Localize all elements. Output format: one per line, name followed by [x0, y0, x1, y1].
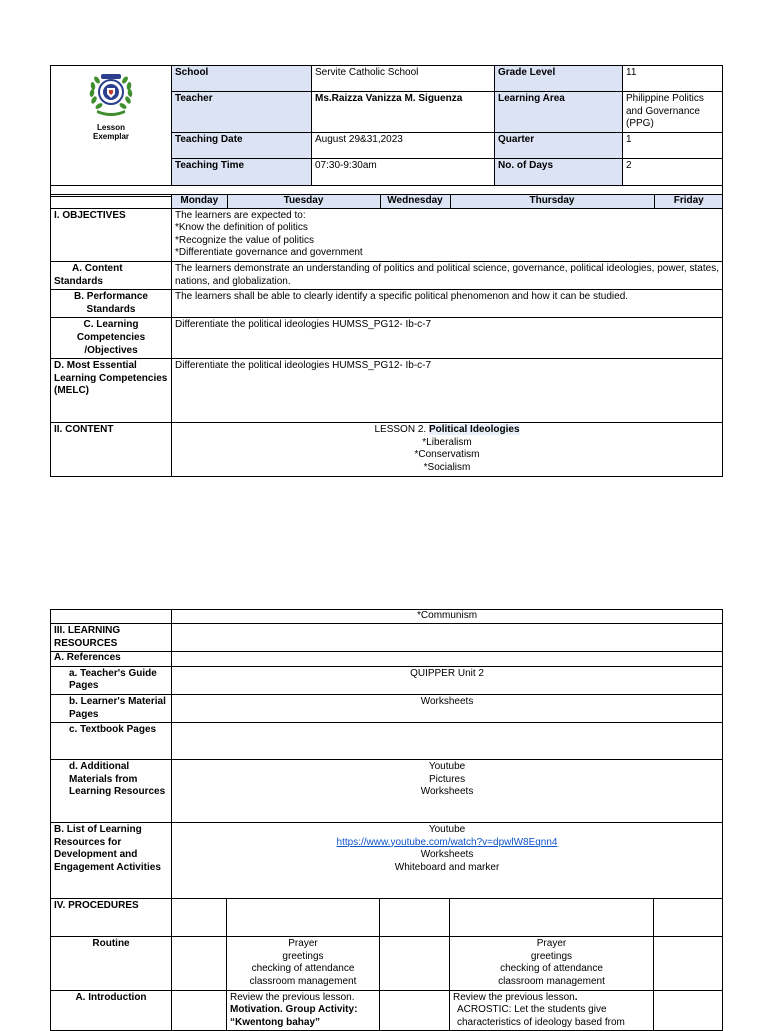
content-item: *Liberalism: [422, 436, 472, 448]
objectives-label: I. OBJECTIVES: [51, 208, 172, 261]
days-label: No. of Days: [495, 158, 623, 185]
routine-item: greetings: [282, 950, 324, 962]
routine-wed: [380, 937, 450, 990]
procedures-wed: [380, 899, 450, 937]
learners-material-value: Worksheets: [172, 694, 723, 722]
teacher-label: Teacher: [172, 92, 312, 133]
resources-table: [50, 609, 723, 1031]
intro-motivation: Motivation. Group Activity:: [230, 1004, 358, 1016]
additional-materials-label: d. Additional Materials from Learning Resources: [51, 760, 172, 823]
logo-cell: [51, 66, 172, 186]
day-friday: Friday: [654, 195, 723, 208]
routine-item: checking of attendance: [251, 963, 355, 975]
procedures-fri: [654, 899, 723, 937]
days-row: [172, 195, 723, 209]
objectives-line: The learners are expected to:: [175, 209, 306, 221]
days-value: 2: [623, 158, 723, 185]
content-item: *Socialism: [423, 461, 471, 473]
content-standards-text: The learners demonstrate an understanding of politics and political science, governance, political ideologies, power, states, nations, and globalization.: [172, 261, 723, 289]
procedures-thu: [450, 899, 654, 937]
day-monday: Monday: [172, 195, 227, 208]
area-label: Learning Area: [495, 92, 623, 133]
day-wednesday: Wednesday: [380, 195, 450, 208]
procedures-tue: [227, 899, 380, 937]
procedures-mon: [172, 899, 227, 937]
lesson-header-table: [50, 65, 723, 197]
lesson-prefix: LESSON 2.: [374, 424, 429, 436]
time-label: Teaching Time: [172, 158, 312, 185]
additional-materials-value: [172, 760, 723, 823]
school-value: Servite Catholic School: [312, 66, 495, 92]
material-item: Youtube: [428, 761, 466, 773]
resource-item: Youtube: [428, 824, 466, 836]
textbook-label: c. Textbook Pages: [51, 723, 172, 760]
objectives-line: *Recognize the value of politics: [175, 234, 314, 246]
teachers-guide-label: a. Teacher's Guide Pages: [51, 666, 172, 694]
days-row-blank: [51, 195, 172, 209]
quarter-value: 1: [623, 132, 723, 158]
intro-wed: [380, 990, 450, 1031]
intro-review-period: .: [574, 991, 578, 1003]
lesson-title: Political Ideologies: [428, 424, 520, 436]
intro-review: Review the previous lesson.: [230, 991, 355, 1003]
routine-item: classroom management: [498, 975, 605, 987]
intro-acrostic: ACROSTIC: Let the students give: [457, 1004, 607, 1016]
content-label: II. CONTENT: [51, 423, 172, 476]
introduction-label: A. Introduction: [51, 990, 172, 1031]
intro-review: Review the previous lesson: [453, 991, 575, 1003]
blank-cell: [51, 610, 172, 624]
learning-competencies-text: Differentiate the political ideologies HUMSS_PG12- Ib-c-7: [172, 318, 723, 359]
routine-item: Prayer: [536, 938, 567, 950]
teacher-value: Ms.Raizza Vanizza M. Siguenza: [312, 92, 495, 133]
routine-item: checking of attendance: [500, 963, 603, 975]
routine-label: Routine: [51, 937, 172, 990]
intro-tue: [227, 990, 380, 1031]
routine-item: Prayer: [288, 938, 318, 950]
material-item: Pictures: [428, 773, 466, 785]
school-label: School: [172, 66, 312, 92]
intro-fri: [654, 990, 723, 1031]
grade-value: 11: [623, 66, 723, 92]
routine-item: greetings: [530, 950, 573, 962]
learning-competencies-label: C. Learning Competencies /Objectives: [51, 318, 172, 359]
performance-standards-text: The learners shall be able to clearly identify a specific political phenomenon and how it can be studied.: [172, 290, 723, 318]
routine-item: classroom management: [249, 975, 357, 987]
quarter-label: Quarter: [495, 132, 623, 158]
teachers-guide-value: QUIPPER Unit 2: [172, 666, 723, 694]
grade-label: Grade Level: [495, 66, 623, 92]
resource-item: Worksheets: [420, 849, 474, 861]
routine-tue: [227, 937, 380, 990]
melc-label: D. Most Essential Learning Competencies (MELC): [51, 359, 172, 423]
melc-text: Differentiate the political ideologies HUMSS_PG12- Ib-c-7: [172, 359, 723, 423]
day-thursday: Thursday: [450, 195, 654, 208]
performance-standards-label: B. Performance Standards: [51, 290, 172, 318]
time-value: 07:30-9:30am: [312, 158, 495, 185]
communism-item: *Communism: [172, 610, 723, 624]
content-text: [172, 423, 723, 476]
list-resources-value: [172, 823, 723, 899]
school-seal-icon: [85, 70, 137, 118]
content-standards-label: A. Content Standards: [51, 261, 172, 289]
intro-activity-title: “Kwentong bahay”: [230, 1016, 321, 1028]
material-item: Worksheets: [420, 786, 474, 798]
objectives-text: [172, 208, 723, 261]
learners-material-label: b. Learner's Material Pages: [51, 694, 172, 722]
references-label: A. References: [51, 652, 172, 667]
day-tuesday: Tuesday: [227, 195, 380, 208]
resource-item: Whiteboard and marker: [394, 861, 500, 873]
objectives-line: *Differentiate governance and government: [175, 247, 363, 259]
procedures-label: IV. PROCEDURES: [51, 899, 172, 937]
routine-thu: [450, 937, 654, 990]
list-resources-label: B. List of Learning Resources for Development and Engagement Activities: [51, 823, 172, 899]
intro-thu: [450, 990, 654, 1031]
logo-caption: Lesson Exemplar: [92, 122, 130, 141]
intro-mon: [172, 990, 227, 1031]
content-item: *Conservatism: [414, 449, 480, 461]
learning-resources-value: [172, 624, 723, 652]
date-value: August 29&31,2023: [312, 132, 495, 158]
routine-mon: [172, 937, 227, 990]
textbook-value: [172, 723, 723, 760]
objectives-line: *Know the definition of politics: [175, 222, 308, 234]
intro-acrostic-cont: characteristics of ideology based from: [457, 1016, 625, 1028]
area-value: Philippine Politics and Governance (PPG): [623, 92, 723, 133]
references-value: [172, 652, 723, 667]
date-label: Teaching Date: [172, 132, 312, 158]
learning-resources-label: III. LEARNING RESOURCES: [51, 624, 172, 652]
youtube-link[interactable]: https://www.youtube.com/watch?v=dpwlW8Eqnn4: [336, 836, 558, 848]
routine-fri: [654, 937, 723, 990]
lesson-body-table: [50, 194, 723, 477]
